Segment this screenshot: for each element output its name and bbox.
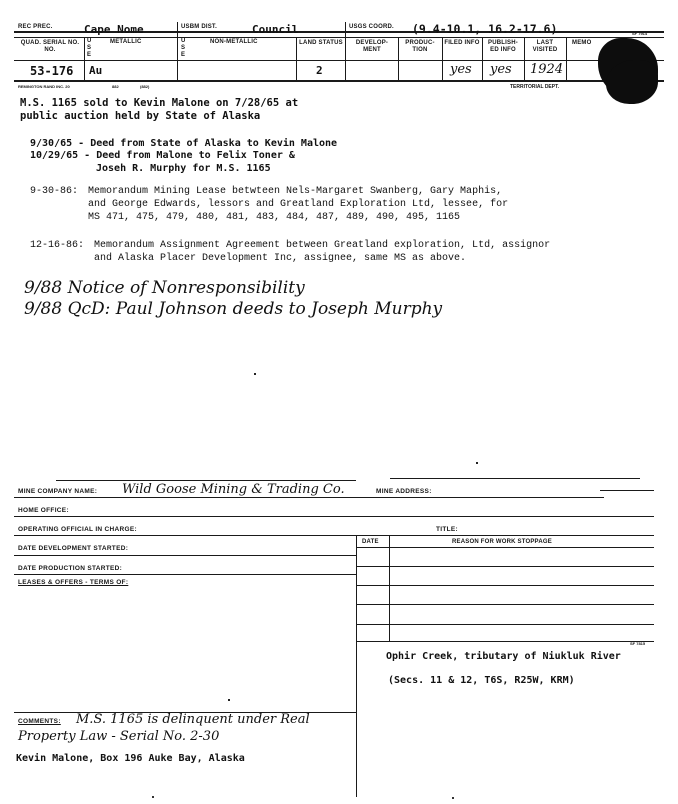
memo-line: and George Edwards, lessors and Greatland Exploration Ltd, lessee, for bbox=[88, 199, 509, 210]
col-divider bbox=[566, 37, 567, 80]
printer-mark: REMINGTON RAND INC. 20 bbox=[18, 84, 70, 89]
col-s: S bbox=[181, 45, 186, 51]
usbm-dist-label: USBM DIST. bbox=[181, 24, 218, 30]
header-divider bbox=[345, 22, 346, 80]
col-memo: MEMO bbox=[572, 40, 592, 46]
row-last-visited: 1924 bbox=[530, 62, 564, 77]
col-divider bbox=[524, 37, 525, 80]
form-rule bbox=[356, 566, 654, 567]
reason-label: REASON FOR WORK STOPPAGE bbox=[452, 539, 552, 545]
dev-started-label: DATE DEVELOPMENT STARTED: bbox=[18, 545, 129, 552]
note-line: 10/29/65 - Deed from Malone to Felix Toner & bbox=[30, 150, 295, 161]
location-line: (Secs. 11 & 12, T6S, R25W, KRM) bbox=[388, 675, 575, 686]
memo-line: Memorandum Assignment Agreement between Greatland exploration, Ltd, assignor bbox=[94, 240, 551, 251]
location-line: Ophir Creek, tributary of Niukluk River bbox=[386, 651, 621, 662]
mine-address-label: MINE ADDRESS: bbox=[376, 488, 432, 495]
home-office-label: HOME OFFICE: bbox=[18, 507, 69, 514]
comments-handwritten: Property Law - Serial No. 2-30 bbox=[18, 729, 220, 744]
form-rule bbox=[14, 574, 356, 575]
col-metallic: METALLIC bbox=[110, 39, 142, 45]
operating-official-label: OPERATING OFFICIAL IN CHARGE: bbox=[18, 526, 137, 533]
form-rule bbox=[356, 547, 654, 548]
col-divider bbox=[296, 37, 297, 80]
memo-date: 12-16-86: bbox=[30, 240, 85, 251]
territorial-dept: TERRITORIAL DEPT. bbox=[510, 84, 559, 90]
form-rule bbox=[56, 480, 356, 481]
note-line: M.S. 1165 sold to Kevin Malone on 7/28/65 at bbox=[20, 97, 299, 109]
form-vertical-rule bbox=[389, 535, 390, 641]
note-line: 9/30/65 - Deed from State of Alaska to Kevin Malone bbox=[30, 138, 338, 149]
mine-company-label: MINE COMPANY NAME: bbox=[18, 488, 98, 495]
form-rule bbox=[356, 641, 654, 642]
col-land-status: LAND STATUS bbox=[299, 40, 343, 46]
code-b: (882) bbox=[140, 84, 150, 89]
form-rule bbox=[356, 604, 654, 605]
code-a: 882 bbox=[112, 84, 119, 89]
stray-dot bbox=[452, 797, 454, 799]
leases-label: LEASES & OFFERS - TERMS OF: bbox=[18, 579, 129, 586]
form-rule bbox=[356, 624, 654, 625]
ink-smudge bbox=[606, 60, 658, 104]
col-production: PRODUC-TION bbox=[405, 40, 435, 53]
stray-dot bbox=[228, 699, 230, 701]
usgs-coord-label: USGS COORD. bbox=[349, 24, 394, 30]
owner-address: Kevin Malone, Box 196 Auke Bay, Alaska bbox=[16, 753, 245, 764]
stray-dot bbox=[152, 796, 154, 798]
stray-dot bbox=[254, 373, 256, 375]
date-label: DATE bbox=[362, 539, 379, 545]
row-filed-info: yes bbox=[450, 62, 472, 77]
form-code-2: SF 7815 bbox=[630, 641, 646, 646]
row-published-info: yes bbox=[490, 62, 512, 77]
rec-prec-value: Cape Nome bbox=[84, 23, 144, 36]
memo-line: MS 471, 475, 479, 480, 481, 483, 484, 487, 489, 490, 495, 1165 bbox=[88, 212, 461, 223]
col-s: S bbox=[87, 45, 92, 51]
title-label: TITLE: bbox=[436, 526, 459, 533]
col-divider bbox=[84, 37, 85, 80]
header-row-bottom-border bbox=[14, 80, 664, 82]
usbm-dist-value: Council bbox=[252, 23, 299, 36]
col-published-info: PUBLISH-ED INFO bbox=[488, 40, 518, 53]
col-nonmetallic: NON-METALLIC bbox=[210, 39, 258, 45]
form-rule bbox=[14, 535, 654, 536]
stray-dot bbox=[476, 462, 478, 464]
memo-line: Memorandum Mining Lease betwteen Nels-Margaret Swanberg, Gary Maphis, bbox=[88, 186, 503, 197]
col-development: DEVELOP-MENT bbox=[355, 40, 389, 53]
col-divider bbox=[482, 37, 483, 80]
col-filed-info: FILED INFO bbox=[444, 40, 480, 46]
comments-handwritten: M.S. 1165 is delinquent under Real bbox=[76, 712, 310, 727]
note-line: public auction held by State of Alaska bbox=[20, 110, 261, 122]
header-divider bbox=[177, 22, 178, 80]
form-rule bbox=[14, 516, 654, 517]
handwritten-note: 9/88 QcD: Paul Johnson deeds to Joseph Murphy bbox=[24, 299, 443, 319]
prod-started-label: DATE PRODUCTION STARTED: bbox=[18, 565, 123, 572]
col-last-visited: LAST VISITED bbox=[532, 40, 558, 53]
col-e: E bbox=[181, 52, 186, 58]
form-rule bbox=[14, 497, 604, 498]
usgs-coord-value: (9.4-10.1, 16.2-17.6) bbox=[412, 22, 558, 36]
form-rule bbox=[600, 490, 654, 491]
mine-company-value: Wild Goose Mining & Trading Co. bbox=[122, 482, 345, 497]
rec-prec-label: REC PREC. bbox=[18, 24, 53, 30]
col-u: U bbox=[181, 38, 186, 44]
form-code: SF 7914 bbox=[632, 31, 648, 36]
handwritten-note: 9/88 Notice of Nonresponsibility bbox=[24, 278, 305, 298]
form-rule bbox=[390, 478, 640, 479]
memo-date: 9-30-86: bbox=[30, 186, 79, 197]
comments-label: COMMENTS: bbox=[18, 718, 61, 725]
col-divider bbox=[398, 37, 399, 80]
col-divider bbox=[442, 37, 443, 80]
col-quad-serial: QUAD. SERIAL NO. NO. bbox=[20, 40, 80, 53]
col-e: E bbox=[87, 52, 92, 58]
col-u: U bbox=[87, 38, 92, 44]
form-rule bbox=[14, 555, 356, 556]
form-rule bbox=[356, 585, 654, 586]
memo-line: and Alaska Placer Development Inc, assignee, same MS as above. bbox=[94, 253, 467, 264]
row-serial: 53-176 bbox=[30, 64, 74, 78]
row-metallic: Au bbox=[89, 64, 103, 77]
note-line: Joseh R. Murphy for M.S. 1165 bbox=[96, 163, 271, 174]
form-vertical-rule bbox=[356, 535, 357, 797]
row-land-status: 2 bbox=[316, 64, 323, 77]
